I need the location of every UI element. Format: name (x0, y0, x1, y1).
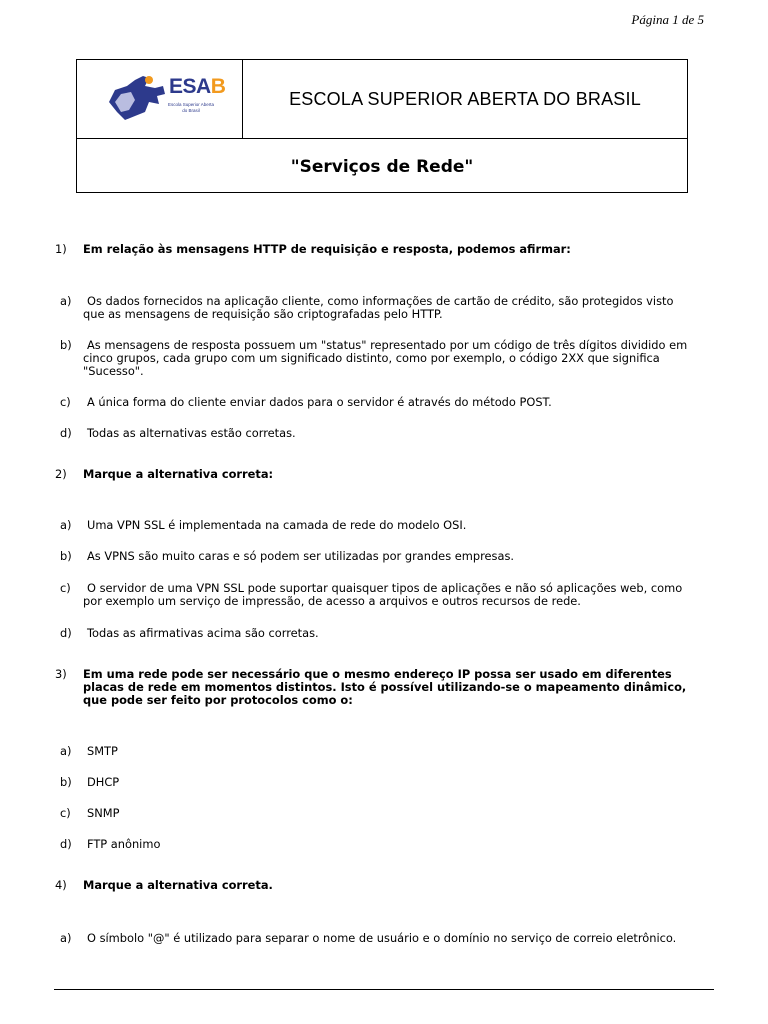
question-number: 3) (55, 667, 67, 681)
question-text: Em uma rede pode ser necessário que o mesmo endereço IP possa ser usado em diferentes placas de rede em momentos distintos. Isto é possível utilizando-se o mapeamento dinâmico, que pode ser feito por protocolos como o: (83, 667, 687, 707)
question-3-option-d: d) FTP anônimo (60, 837, 161, 851)
option-text: SNMP (87, 806, 120, 820)
option-text: DHCP (87, 775, 120, 789)
esab-logo-icon (105, 72, 167, 124)
school-logo (77, 60, 243, 138)
question-3-option-a: a) SMTP (60, 744, 118, 758)
option-text: O servidor de uma VPN SSL pode suportar quaisquer tipos de aplicações e não só aplicações web, como por exemplo um serviço de impressão, de acesso a arquivos e outros recursos de rede. (83, 581, 683, 608)
page-number: Página 1 de 5 (631, 12, 704, 27)
question-4 (55, 878, 693, 892)
question-text: Marque a alternativa correta: (83, 467, 274, 481)
question-number: 2) (55, 467, 67, 481)
option-text: SMTP (87, 744, 118, 758)
question-3 (55, 667, 711, 707)
question-2 (55, 467, 693, 481)
question-2-option-d: d) Todas as afirmativas acima são corretas. (60, 626, 319, 640)
question-3-option-c: c) SNMP (60, 806, 120, 820)
option-text: Os dados fornecidos na aplicação cliente, como informações de cartão de crédito, são protegidos visto que as mensagens de requisição são criptografadas pelo HTTP. (83, 294, 674, 321)
document-header (76, 59, 688, 193)
option-text: Todas as alternativas estão corretas. (87, 426, 296, 440)
question-text: Marque a alternativa correta. (83, 878, 273, 892)
question-2-option-c: c) O servidor de uma VPN SSL pode suportar quaisquer tipos de aplicações e não só aplicações web, como por exemplo um serviço de impressão, de acesso a arquivos e outros recursos de rede. (83, 582, 703, 608)
question-2-option-b: b) As VPNS são muito caras e só podem ser utilizadas por grandes empresas. (60, 549, 514, 563)
question-3-option-b: b) DHCP (60, 775, 120, 789)
question-1-option-b: b) As mensagens de resposta possuem um "status" representado por um código de três dígitos dividido em cinco grupos, cada grupo com um significado distinto, como por exemplo, o código 2XX que significa "Sucesso". (83, 339, 693, 378)
logo-subtitle: Escola Superior Aberta do Brasil (167, 102, 215, 113)
option-text: Uma VPN SSL é implementada na camada de rede do modelo OSI. (87, 518, 467, 532)
question-text: Em relação às mensagens HTTP de requisição e resposta, podemos afirmar: (83, 242, 571, 256)
school-name: ESCOLA SUPERIOR ABERTA DO BRASIL (289, 88, 641, 109)
logo-wordmark: ESAB (169, 75, 226, 98)
question-number: 1) (55, 242, 67, 256)
option-text: As VPNS são muito caras e só podem ser utilizadas por grandes empresas. (87, 549, 514, 563)
question-1 (55, 242, 693, 256)
subject-title: "Serviços de Rede" (290, 156, 474, 177)
option-text: FTP anônimo (87, 837, 161, 851)
question-number: 4) (55, 878, 67, 892)
option-text: As mensagens de resposta possuem um "status" representado por um código de três dígitos dividido em cinco grupos, cada grupo com um significado distinto, como por exemplo, o código 2XX que significa "Sucesso". (83, 338, 688, 378)
question-2-option-a: a) Uma VPN SSL é implementada na camada de rede do modelo OSI. (60, 518, 467, 532)
option-text: Todas as afirmativas acima são corretas. (87, 626, 319, 640)
option-text: O símbolo "@" é utilizado para separar o nome de usuário e o domínio no serviço de correio eletrônico. (87, 931, 677, 945)
question-1-option-a: a) Os dados fornecidos na aplicação cliente, como informações de cartão de crédito, são protegidos visto que as mensagens de requisição são criptografadas pelo HTTP. (83, 295, 693, 321)
question-4-option-a: a) O símbolo "@" é utilizado para separar o nome de usuário e o domínio no serviço de correio eletrônico. (60, 931, 677, 945)
option-text: A única forma do cliente enviar dados para o servidor é através do método POST. (87, 395, 552, 409)
question-1-option-c: c) A única forma do cliente enviar dados para o servidor é através do método POST. (60, 395, 552, 409)
footer-divider (54, 989, 714, 990)
question-1-option-d: d) Todas as alternativas estão corretas. (60, 426, 296, 440)
